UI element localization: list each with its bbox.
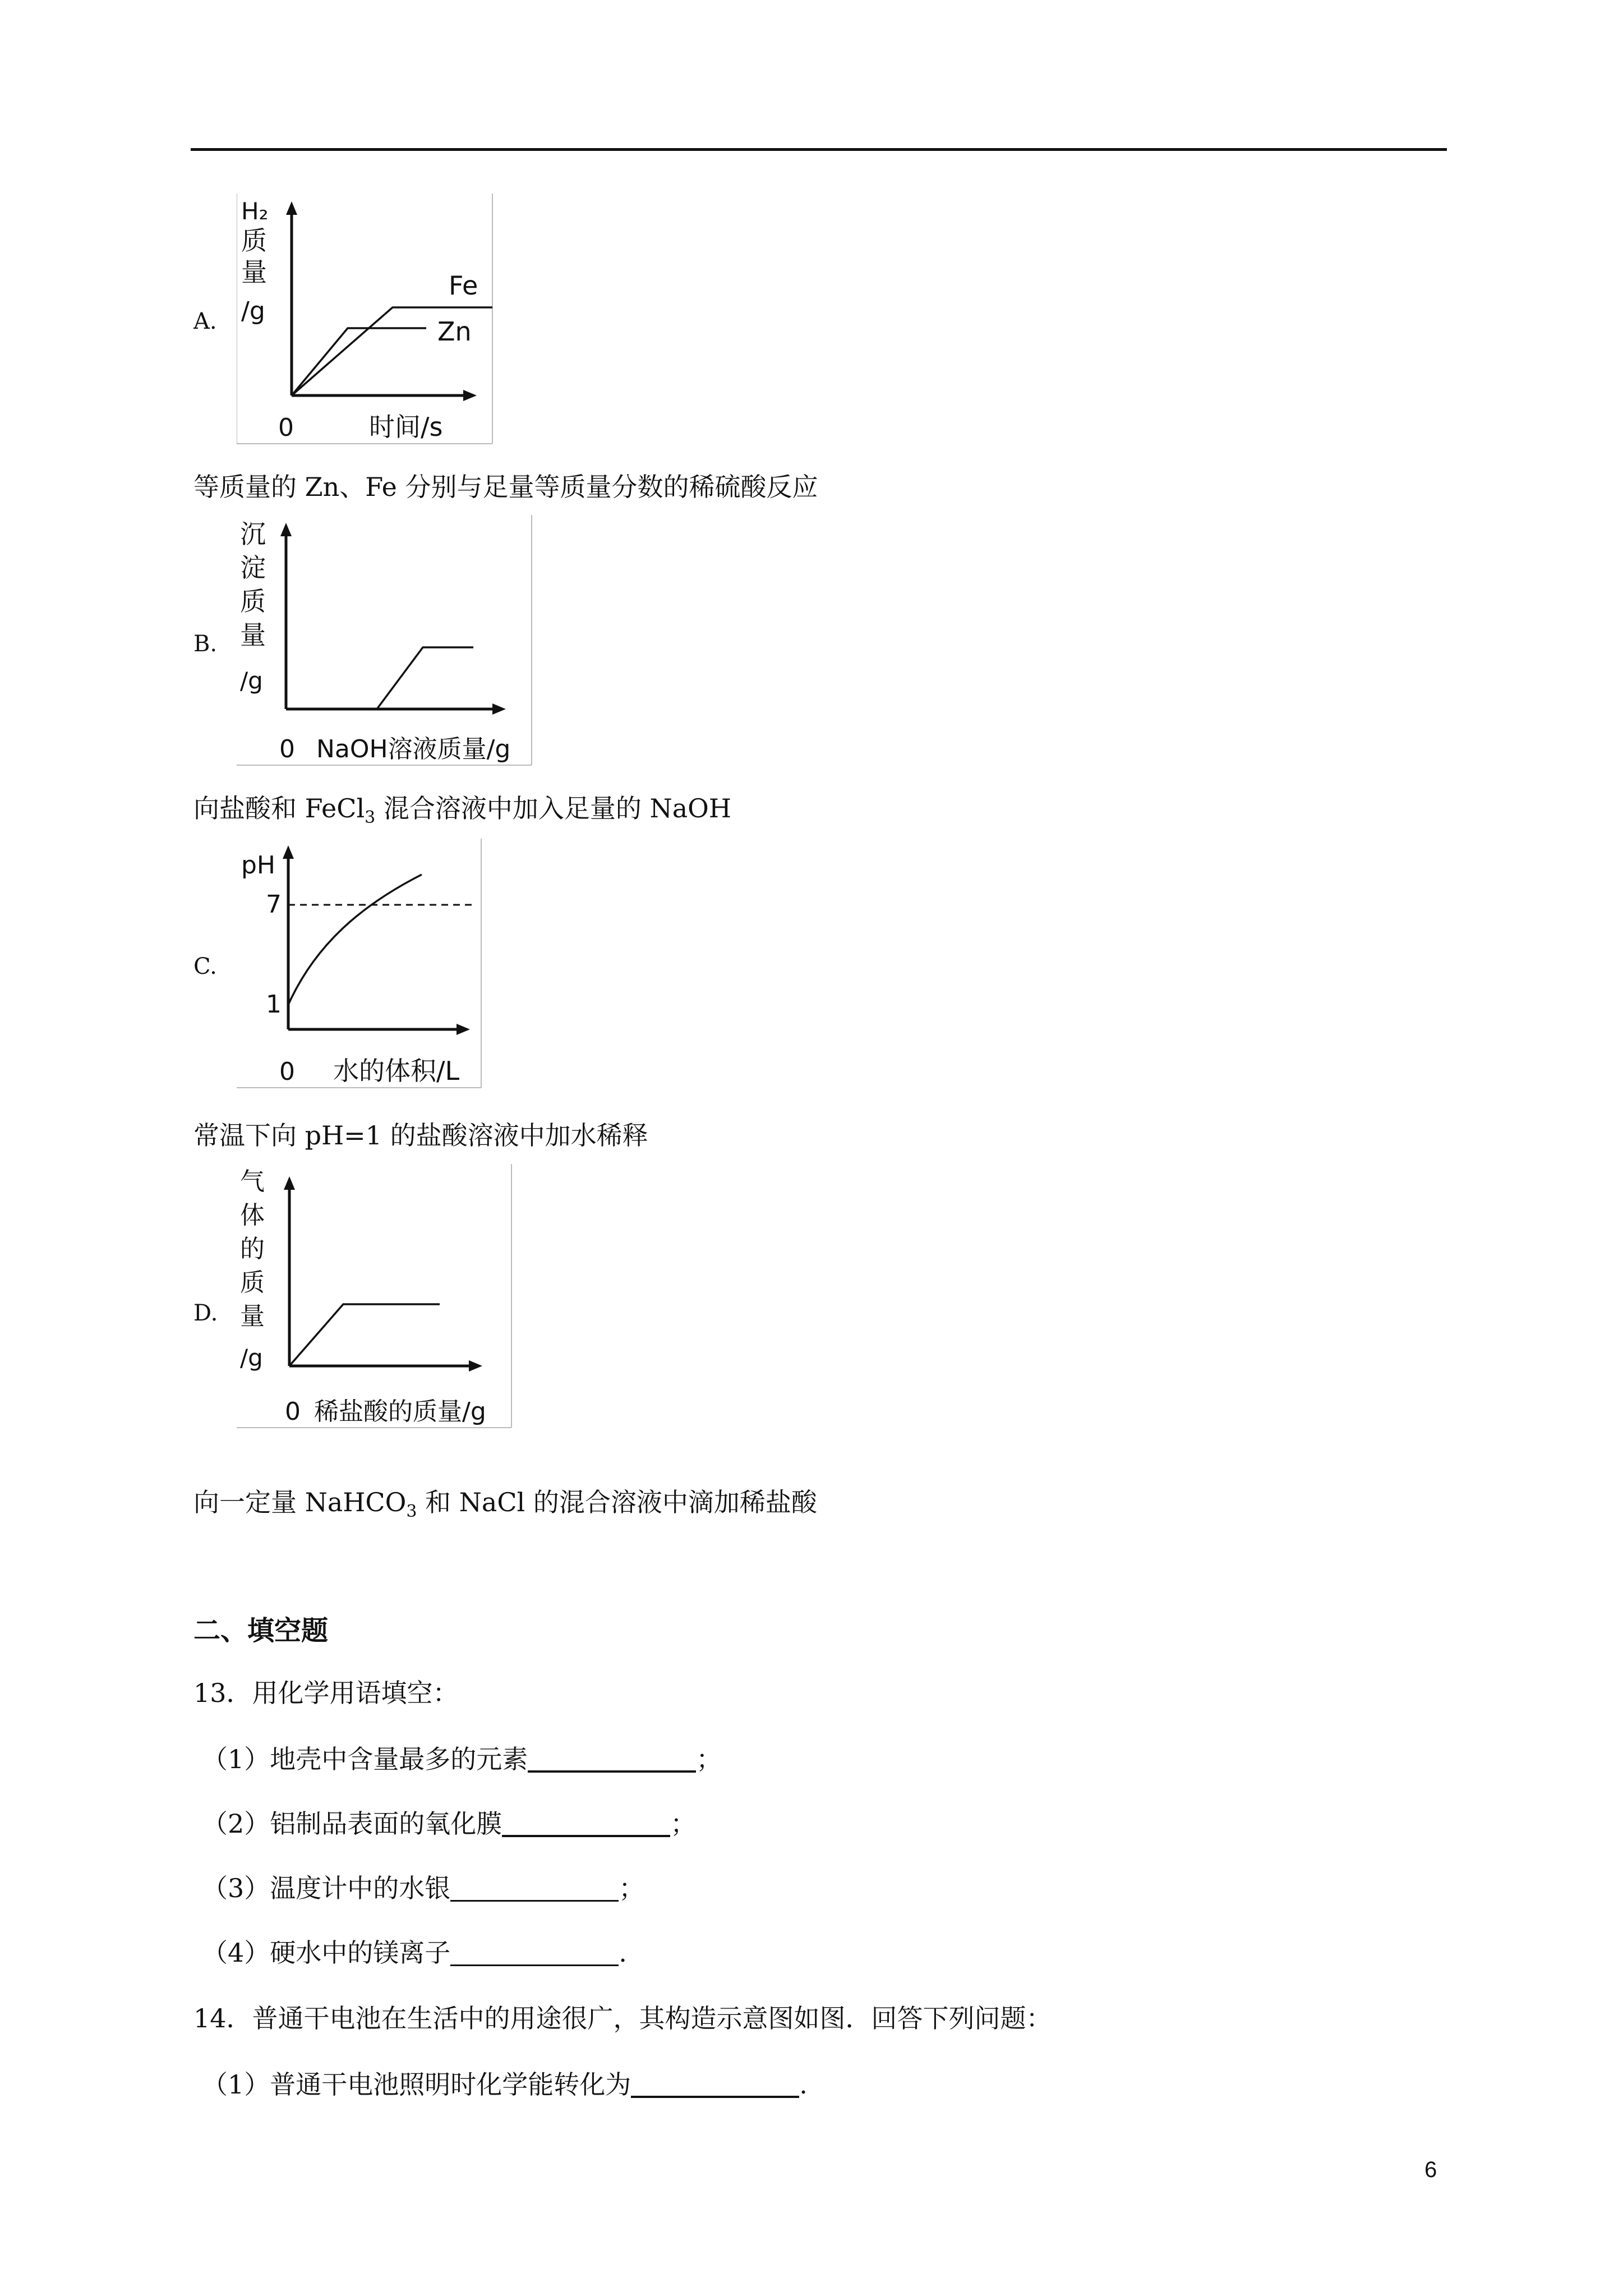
- q13-item-4-suffix: .: [619, 1938, 627, 1968]
- option-a-caption: 等质量的 Zn、Fe 分别与足量等质量分数的稀硫酸反应: [193, 472, 818, 502]
- y-label-4: /g: [241, 297, 265, 325]
- q13-item-3-text: （3）温度计中的水银: [202, 1873, 451, 1903]
- q13-item-3-blank[interactable]: [450, 1873, 619, 1902]
- y-axis-arrow: [283, 845, 294, 859]
- x-axis-arrow: [457, 1024, 470, 1035]
- option-b-caption-pre: 向盐酸和 FeCl: [193, 793, 365, 823]
- option-d-chart: [237, 1164, 514, 1430]
- q14-item-1-text: （1）普通干电池照明时化学能转化为: [202, 2069, 631, 2100]
- q13-item-1-suffix: ；: [696, 1744, 722, 1774]
- y-axis-label: pH: [241, 851, 276, 880]
- option-c-caption: 常温下向 pH=1 的盐酸溶液中加水稀释: [193, 1120, 648, 1151]
- x-axis-arrow: [469, 1360, 482, 1372]
- y-axis-arrow: [286, 201, 297, 215]
- y-label-1: 气: [240, 1167, 265, 1196]
- q14-item-1-blank[interactable]: [631, 2069, 799, 2098]
- y-label-3: 的: [240, 1235, 265, 1263]
- q13-item-1-text: （1）地壳中含量最多的元素: [202, 1744, 528, 1774]
- option-a-letter: A.: [193, 309, 217, 334]
- y-label-2: 质: [241, 226, 267, 256]
- tick-7-label: 7: [266, 890, 282, 919]
- q13-item-3-suffix: ；: [619, 1873, 645, 1903]
- tick-1-label: 1: [266, 990, 282, 1019]
- y-axis-arrow: [280, 523, 292, 536]
- series-zn-line: [292, 328, 426, 395]
- option-d-caption-sub: 3: [406, 1502, 417, 1522]
- y-label-3: 质: [240, 586, 266, 616]
- q13-item-4: [202, 1932, 627, 1970]
- x-axis-label: 稀盐酸的质量/g: [314, 1397, 486, 1426]
- y-label-3: 量: [241, 257, 267, 287]
- y-label-4: 量: [240, 620, 266, 650]
- y-label-4: 质: [240, 1268, 265, 1297]
- y-label-1: H₂: [241, 197, 269, 225]
- q13-item-4-blank[interactable]: [450, 1938, 619, 1966]
- y-label-6: /g: [240, 1344, 263, 1372]
- x-axis-arrow: [492, 703, 506, 715]
- q14-item-1-suffix: .: [799, 2069, 808, 2100]
- header-rule: [191, 148, 1447, 151]
- precipitate-line: [377, 647, 473, 709]
- y-label-1: 沉: [240, 519, 266, 549]
- option-d-letter: D.: [193, 1300, 218, 1326]
- x-axis-label: 水的体积/L: [333, 1056, 460, 1086]
- option-b-caption: [193, 788, 731, 827]
- series-fe-label: Fe: [449, 270, 478, 301]
- q13-item-2-suffix: ；: [670, 1809, 697, 1839]
- q13-item-2: [202, 1803, 696, 1841]
- origin-label: 0: [278, 413, 294, 442]
- q14-stem: 14．普通干电池在生活中的用途很广，其构造示意图如图．回答下列问题：: [193, 2003, 1052, 2033]
- x-axis-label: 时间/s: [369, 412, 443, 442]
- q13-item-1: [202, 1739, 722, 1776]
- gas-mass-line: [289, 1304, 440, 1366]
- option-b-caption-sub: 3: [365, 808, 376, 828]
- q13-item-2-text: （2）铝制品表面的氧化膜: [202, 1809, 502, 1839]
- page-number: 6: [1424, 2157, 1437, 2182]
- option-d-caption: [193, 1482, 817, 1521]
- option-d-caption-pre: 向一定量 NaHCO: [193, 1487, 407, 1517]
- y-label-5: /g: [240, 667, 263, 694]
- option-b-caption-post: 混合溶液中加入足量的 NaOH: [375, 793, 731, 823]
- section-title: 二、填空题: [193, 1615, 329, 1646]
- option-d-caption-post: 和 NaCl 的混合溶液中滴加稀盐酸: [417, 1487, 817, 1517]
- x-axis-arrow: [463, 390, 477, 401]
- q13-item-2-blank[interactable]: [502, 1808, 670, 1837]
- origin-label: 0: [279, 735, 295, 763]
- origin-label: 0: [279, 1057, 295, 1086]
- ph-curve: [288, 875, 422, 1005]
- q13-item-1-blank[interactable]: [528, 1743, 696, 1773]
- option-c-chart: [237, 839, 483, 1090]
- option-a-chart: [237, 194, 495, 446]
- option-b-chart: [237, 515, 534, 767]
- y-axis-arrow: [284, 1176, 295, 1190]
- origin-label: 0: [285, 1397, 301, 1426]
- q13-item-4-text: （4）硬水中的镁离子: [202, 1938, 451, 1968]
- q14-item-1: [202, 2064, 808, 2101]
- q13-stem: 13．用化学用语填空：: [193, 1678, 459, 1708]
- y-label-2: 淀: [240, 553, 266, 583]
- option-c-letter: C.: [193, 954, 217, 979]
- q13-item-3: [202, 1868, 644, 1905]
- series-zn-label: Zn: [437, 316, 472, 347]
- option-b-letter: B.: [193, 631, 218, 657]
- y-label-5: 量: [240, 1302, 265, 1331]
- y-label-2: 体: [240, 1201, 265, 1230]
- x-axis-label: NaOH溶液质量/g: [316, 735, 511, 763]
